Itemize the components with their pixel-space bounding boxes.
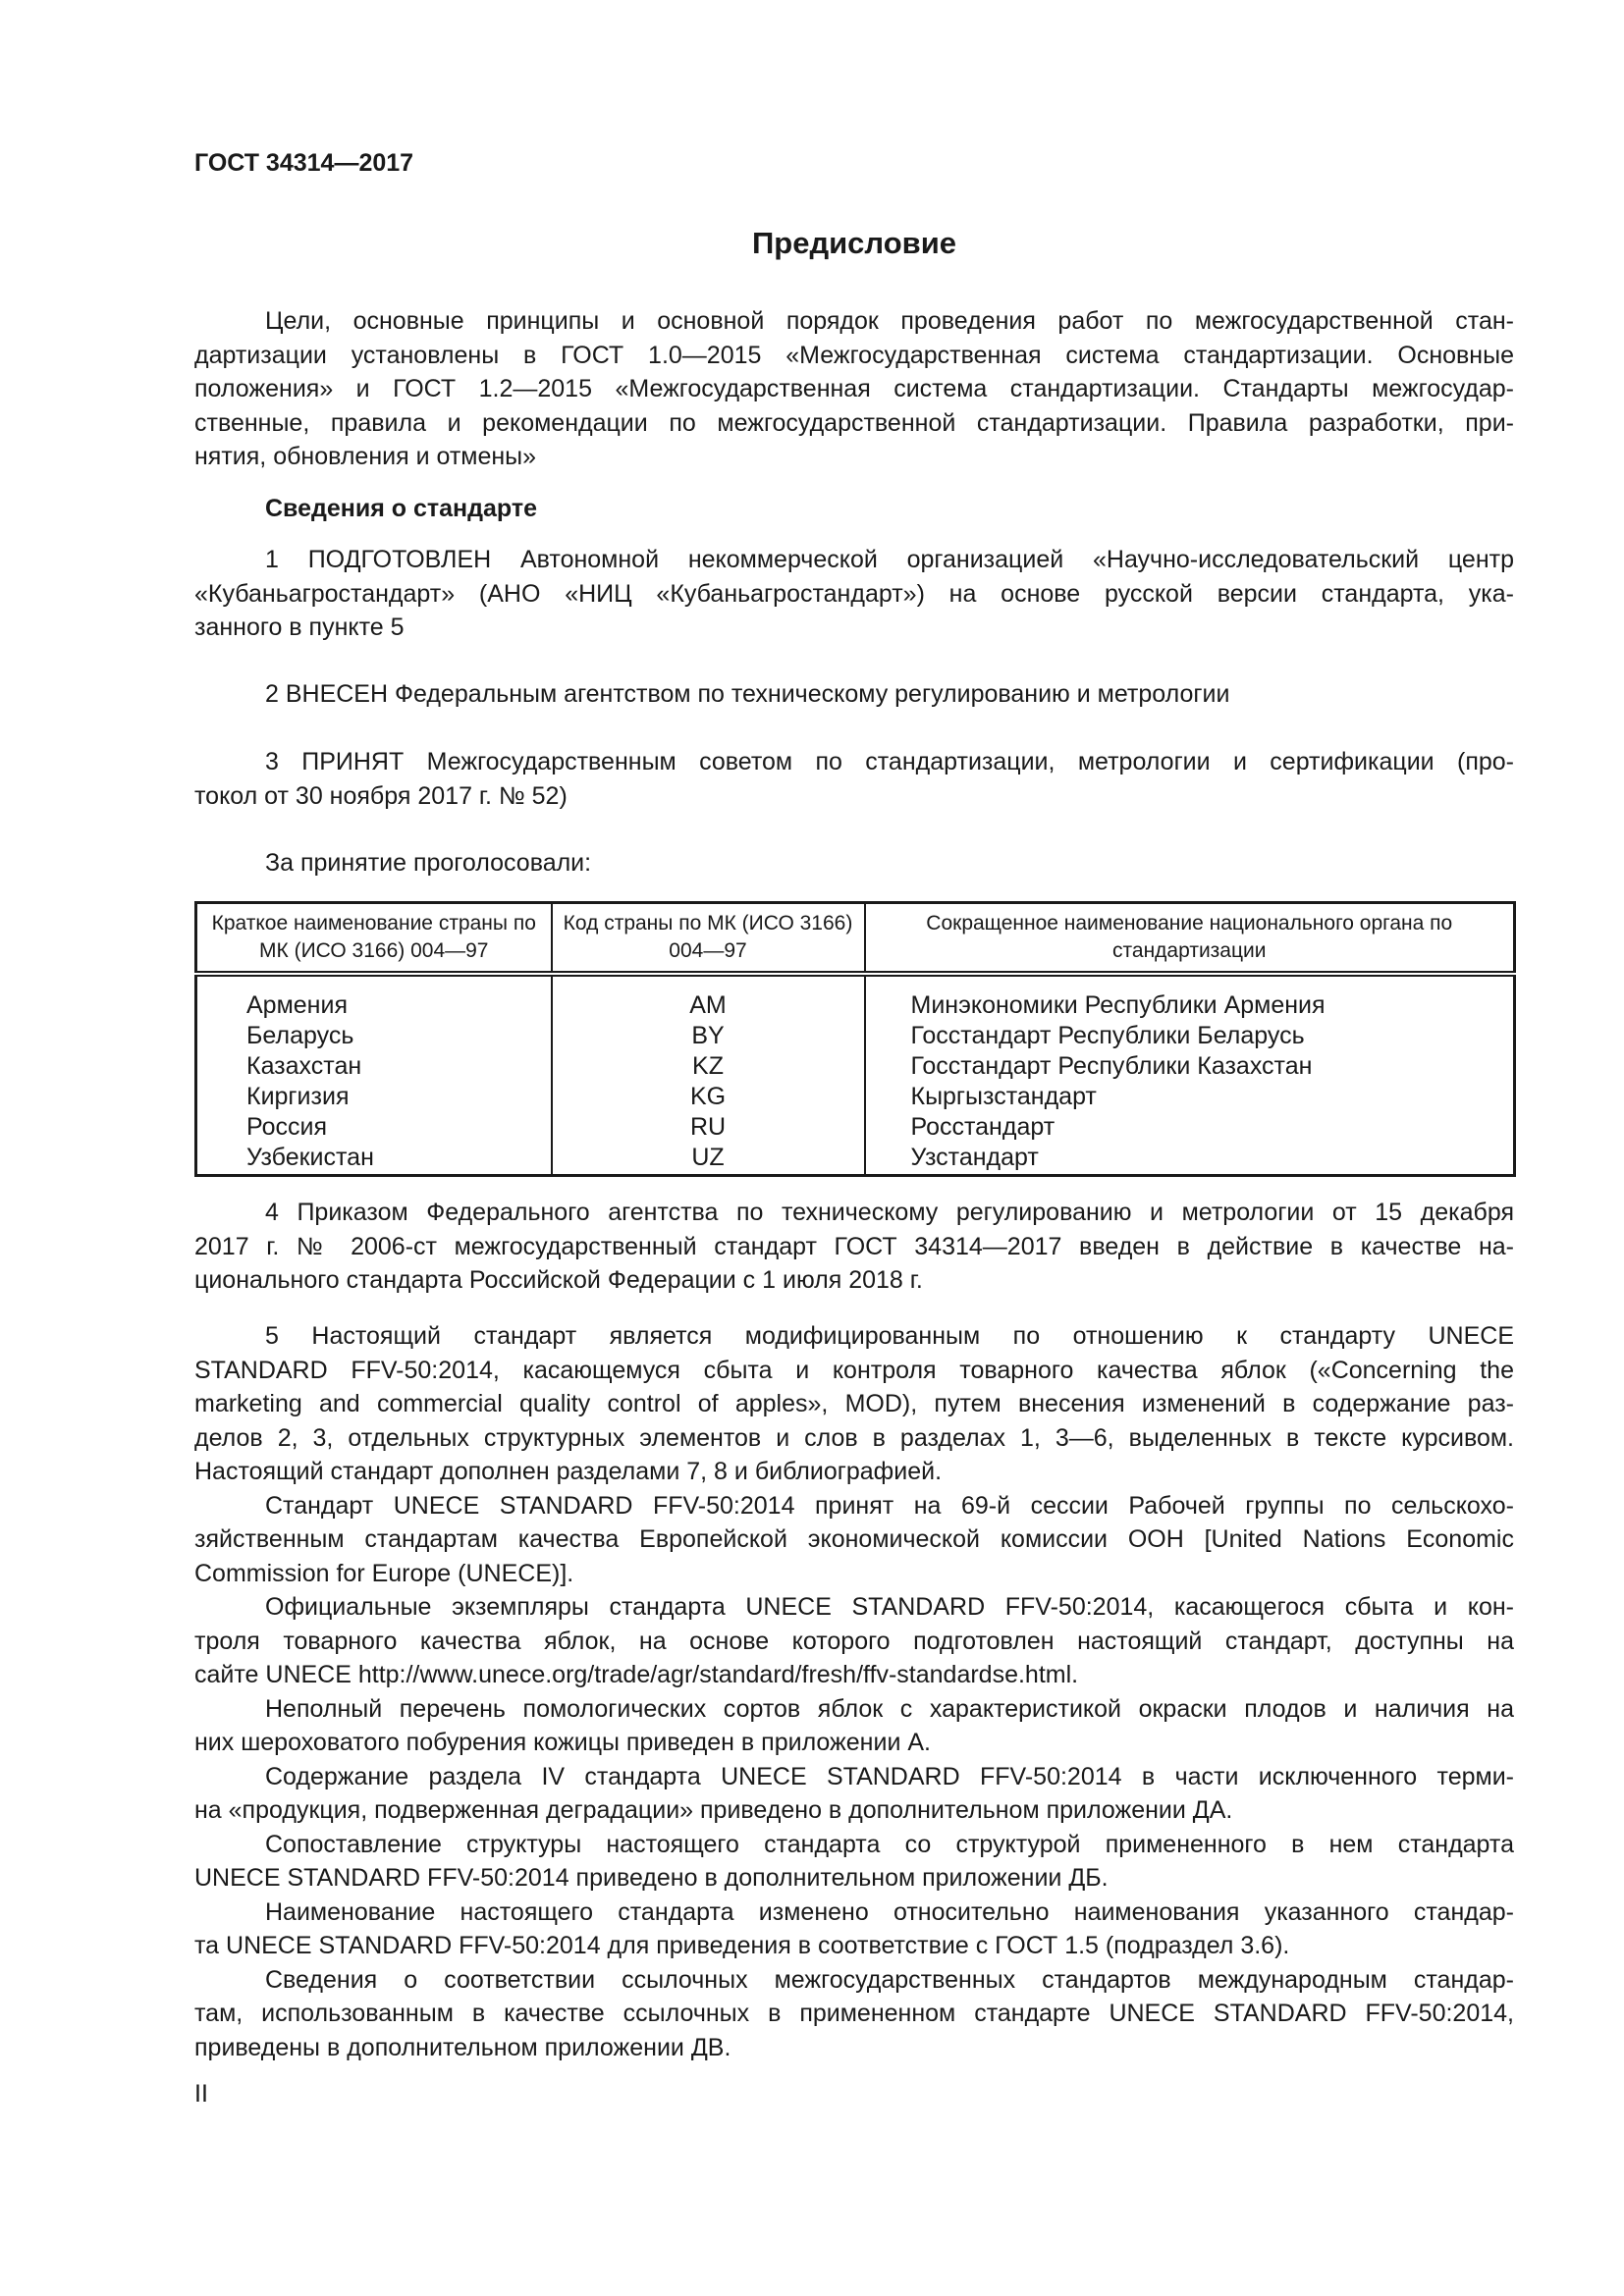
text-line: нятия, обновления и отмены» [194, 443, 537, 470]
country-name: Беларусь [246, 1022, 354, 1049]
text-line: За принятие проголосовали: [265, 849, 592, 877]
table-row [196, 974, 1515, 1176]
vote-intro [194, 846, 1514, 881]
voting-countries-table [194, 901, 1516, 1177]
header-country-code: Код страны по МК (ИСО 3166) 004—97 [552, 903, 865, 975]
paragraph [194, 1760, 1514, 1828]
item-4-paragraph [194, 1196, 1514, 1298]
page-number: II [194, 2080, 208, 2108]
national-bodies-cell [865, 974, 1515, 1176]
country-code: KG [689, 1083, 727, 1110]
text-line: marketing and commercial quality control of apples», MOD), путем внесения изменений в содержание раз- [194, 1390, 1514, 1417]
country-name: Россия [246, 1113, 327, 1141]
text-line: Сопоставление структуры настоящего стандарта со структурой примененного в нем стандарта [265, 1830, 1514, 1858]
national-body: Кыргызстандарт [910, 1083, 1097, 1110]
country-names-cell [196, 974, 552, 1176]
text-line: токол от 30 ноября 2017 г. № 52) [194, 781, 568, 810]
text-line: Официальные экземпляры стандарта UNECE STANDARD FFV-50:2014, касающегося сбыта и кон- [265, 1593, 1514, 1621]
country-code: KZ [692, 1052, 724, 1080]
national-body: Госстандарт Республики Казахстан [910, 1052, 1313, 1080]
paragraph [194, 1319, 1514, 1489]
text-line: зяйственным стандартам качества Европейской экономической комиссии ООН [United Nations Economic [194, 1525, 1514, 1553]
paragraph [194, 1896, 1514, 1963]
country-codes-cell [552, 974, 865, 1176]
text-line: STANDARD FFV-50:2014, касающемуся сбыта и контроля товарного качества яблок («Concerning the [194, 1356, 1514, 1384]
text-line: на «продукция, подверженная деградации» приведено в дополнительном приложении ДА. [194, 1796, 1233, 1824]
item-1-paragraph [194, 543, 1514, 645]
info-heading: Сведения о стандарте [265, 495, 538, 522]
text-line: 4 Приказом Федерального агентства по техническому регулированию и метрологии от 15 декабря [265, 1199, 1514, 1226]
country-code: AM [689, 991, 727, 1019]
text-line: ционального стандарта Российской Федерации с 1 июля 2018 г. [194, 1266, 923, 1294]
text-line: 3 ПРИНЯТ Межгосударственным советом по стандартизации, метрологии и сертификации (про- [265, 748, 1514, 775]
national-body: Узстандарт [910, 1144, 1039, 1171]
page-title: Предисловие [751, 226, 956, 260]
table-header-row [196, 903, 1515, 975]
text-line: занного в пункте 5 [194, 614, 405, 641]
item-2-paragraph [194, 677, 1514, 712]
text-line: там, использованным в качестве ссылочных в примененном стандарте UNECE STANDARD FFV-50:2014, [194, 2000, 1514, 2027]
text-line: «Кубаньагростандарт» (АНО «НИЦ «Кубаньагростандарт») на основе русской версии стандарта, ука- [194, 579, 1514, 608]
text-line: 2 ВНЕСЕН Федеральным агентством по техническому регулированию и метрологии [265, 680, 1230, 708]
text-line: 1 ПОДГОТОВЛЕН Автономной некоммерческой организацией «Научно-исследовательский центр [265, 546, 1514, 573]
text-line: приведены в дополнительном приложении ДВ. [194, 2033, 731, 2061]
paragraph [194, 1692, 1514, 1760]
intro-paragraph [194, 304, 1514, 474]
text-line: 5 Настоящий стандарт является модифицированным по отношению к стандарту UNECE [265, 1322, 1514, 1350]
paragraph [194, 1489, 1514, 1591]
national-body: Росстандарт [910, 1113, 1056, 1141]
country-name: Узбекистан [246, 1144, 374, 1171]
item-3-paragraph [194, 745, 1514, 813]
header-national-body: Сокращенное наименование национального органа по стандартизации [865, 903, 1515, 975]
country-code: BY [691, 1022, 725, 1049]
country-name: Армения [246, 991, 348, 1019]
document-code-header: ГОСТ 34314—2017 [194, 149, 414, 177]
national-body: Госстандарт Республики Беларусь [910, 1022, 1305, 1049]
text-line: Неполный перечень помологических сортов яблок с характеристикой окраски плодов и наличия на [265, 1694, 1514, 1723]
text-line: положения» и ГОСТ 1.2—2015 «Межгосударственная система стандартизации. Стандарты межгосудар- [194, 375, 1514, 402]
text-line: них шероховатого побурения кожицы приведен в приложении А. [194, 1729, 931, 1756]
text-line: Наименование настоящего стандарта изменено относительно наименования указанного стандар- [265, 1897, 1514, 1926]
text-line: Содержание раздела IV стандарта UNECE STANDARD FFV-50:2014 в части исключенного терми- [265, 1762, 1514, 1790]
header-country-name: Краткое наименование страны по МК (ИСО 3166) 004—97 [196, 903, 552, 975]
national-body: Минэкономики Республики Армения [910, 991, 1326, 1019]
text-line: Настоящий стандарт дополнен разделами 7, 8 и библиографией. [194, 1458, 943, 1485]
paragraph [194, 1963, 1514, 2065]
text-line: Commission for Europe (UNECE)]. [194, 1559, 574, 1587]
text-line: ственные, правила и рекомендации по межгосударственной стандартизации. Правила разработки, при- [194, 408, 1514, 437]
text-line: Сведения о соответствии ссылочных межгосударственных стандартов международным стандар- [265, 1965, 1514, 1994]
country-name: Киргизия [246, 1083, 350, 1110]
text-line: делов 2, 3, отдельных структурных элементов и слов в разделах 1, 3—6, выделенных в тексте курсивом. [194, 1423, 1514, 1452]
country-code: RU [689, 1113, 727, 1141]
text-line: 2017 г. № 2006-ст межгосударственный стандарт ГОСТ 34314—2017 введен в действие в качестве на- [194, 1232, 1514, 1260]
text-line: Стандарт UNECE STANDARD FFV-50:2014 принят на 69-й сессии Рабочей группы по сельскохо- [265, 1491, 1514, 1520]
paragraph [194, 1828, 1514, 1896]
text-line: сайте UNECE http://www.unece.org/trade/agr/standard/fresh/ffv-standardse.html. [194, 1661, 1079, 1688]
text-line: троля товарного качества яблок, на основе которого подготовлен настоящий стандарт, доступны на [194, 1627, 1514, 1655]
paragraph [194, 1590, 1514, 1692]
item-5-section [194, 1319, 1514, 2064]
country-code: UZ [691, 1144, 725, 1171]
country-name: Казахстан [246, 1052, 362, 1080]
text-line: дартизации установлены в ГОСТ 1.0—2015 «Межгосударственная система стандартизации. Основные [194, 341, 1514, 369]
text-line: та UNECE STANDARD FFV-50:2014 для приведения в соответствие с ГОСТ 1.5 (подраздел 3.6). [194, 1932, 1290, 1959]
text-line: UNECE STANDARD FFV-50:2014 приведено в дополнительном приложении ДБ. [194, 1864, 1109, 1892]
text-line: Цели, основные принципы и основной порядок проведения работ по межгосударственной стан- [265, 307, 1514, 335]
